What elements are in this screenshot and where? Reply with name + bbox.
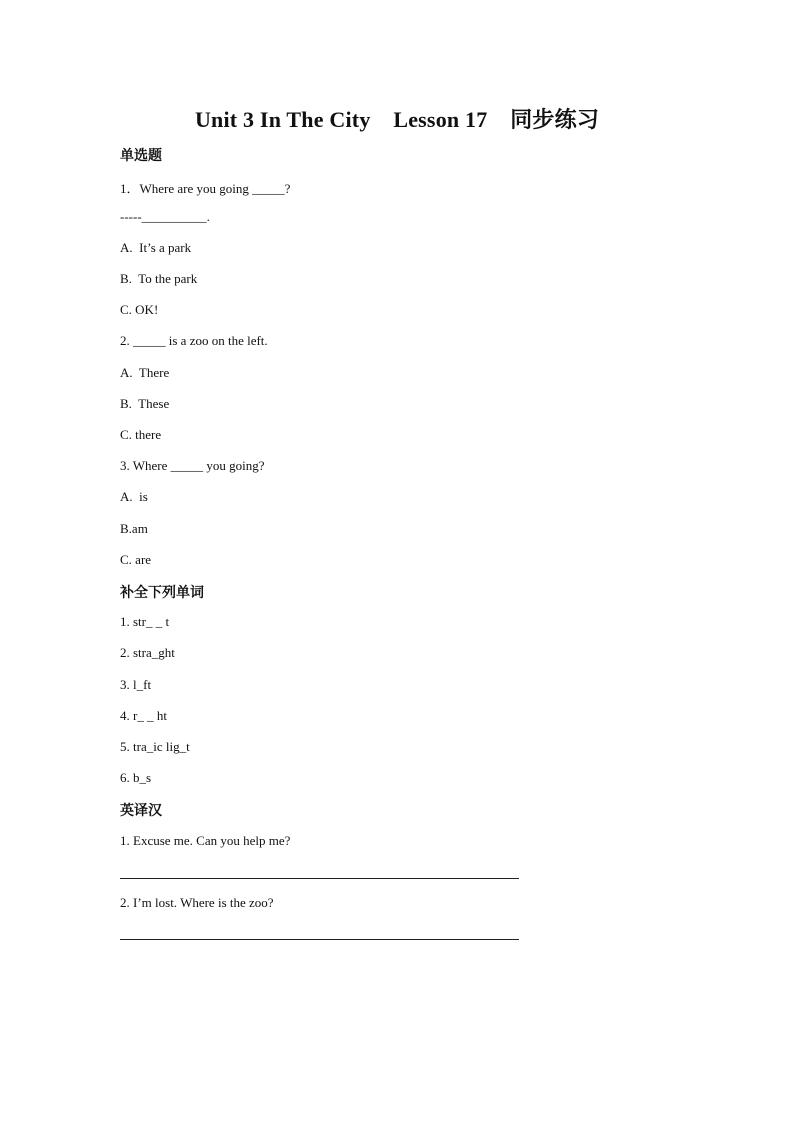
word-item: 5. tra_ic lig_t [120, 739, 190, 754]
question-1-option-a: A. It’s a park [120, 240, 192, 255]
word-item: 6. b_s [120, 770, 152, 785]
question-3: 3. Where _____ you going? [120, 458, 265, 473]
question-2-option-b: B. These [120, 396, 170, 411]
question-1-option-b: B. To the park [120, 271, 198, 286]
answer-line-1 [120, 878, 519, 879]
question-1-answer-blank: -----__________. [120, 209, 210, 224]
answer-line-2 [120, 939, 519, 940]
word-item: 3. l_ft [120, 677, 152, 692]
section-heading-multiple-choice: 单选题 [120, 148, 162, 164]
word-item: 4. r_ _ ht [120, 708, 167, 723]
word-item: 2. stra_ght [120, 645, 175, 660]
page-title: Unit 3 In The City Lesson 17 同步练习 [194, 107, 600, 132]
question-2: 2. _____ is a zoo on the left. [120, 333, 268, 348]
question-3-option-a: A. is [120, 489, 148, 504]
section-heading-translate: 英译汉 [120, 803, 162, 819]
question-3-option-c: C. are [120, 552, 152, 567]
question-3-option-b: B.am [120, 521, 148, 536]
translate-item-1: 1. Excuse me. Can you help me? [120, 833, 291, 848]
word-item: 1. str_ _ t [120, 614, 170, 629]
section-heading-complete-words: 补全下列单词 [120, 585, 204, 601]
question-1-option-c: C. OK! [120, 302, 159, 317]
translate-item-2: 2. I’m lost. Where is the zoo? [120, 895, 274, 910]
question-1: 1．Where are you going _____? [120, 181, 291, 196]
question-2-option-c: C. there [120, 427, 162, 442]
question-2-option-a: A. There [120, 365, 170, 380]
